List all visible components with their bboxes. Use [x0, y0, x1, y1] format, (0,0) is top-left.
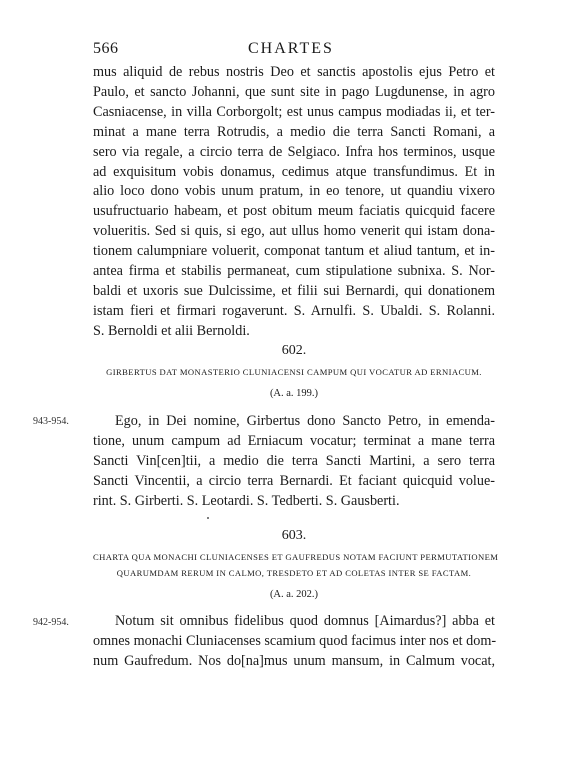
text-line: usufructuario habeam, et post obitum meum faciatis quicquid facere — [93, 203, 495, 220]
text-line: Sancti Vincentii, a circio terra Bernardi. Et faciant quicquid volue- — [93, 472, 495, 489]
charter-year-602: (A. a. 199.) — [269, 388, 319, 399]
text-line: Notum sit omnibus fidelibus quod domnus [Aimardus?] abba et — [115, 613, 495, 629]
charter-text-603 — [93, 612, 495, 672]
text-line: Sancti Vin[cen]tii, a medio die terra Sancti Martini, a sero terra — [93, 452, 495, 469]
text-line: tionem calumpniare voluerit, componat tantum et aliud tantum, et in- — [93, 243, 495, 260]
text-line: omnes monachi Cluniacenses scamium quod facimus inter nos et dom- — [93, 632, 497, 649]
text-line: num Gaufredum. Nos do[na]mus unum mansum, in Calmum vocat, — [93, 652, 495, 669]
charter-number-602: 602. — [281, 343, 307, 358]
text-line: mus aliquid de rebus nostris Deo et sanctis apostolis ejus Petro et — [93, 64, 495, 80]
ink-speck — [207, 517, 209, 519]
margin-date-602: 943-954. — [33, 416, 69, 427]
charter-rubric-603 — [93, 549, 499, 581]
text-line: rint. S. Girberti. S. Leotardi. S. Tedberti. S. Gausberti. — [93, 492, 400, 509]
text-line: antea firma et stabilis permaneat, cum stipulatione subnixa. S. Nor- — [93, 263, 495, 280]
rubric-line: GIRBERTUS DAT MONASTERIO CLUNIACENSI CAMPUM QUI VOCATUR AD ERNIACUM. — [106, 367, 482, 377]
text-line: tione, unum campum ad Erniacum vocatur; terminat a mane terra — [93, 432, 495, 449]
margin-date-603: 942-954. — [33, 617, 69, 628]
charter-rubric-602 — [93, 364, 495, 380]
text-line: minat a mane terra Rotrudis, a medio die terra Sancti Romani, a — [93, 123, 495, 140]
text-line: istam fieri et firmari rogaverunt. S. Arnulfi. S. Ubaldi. S. Rolanni. — [93, 302, 495, 319]
text-line: Casniacense, in villa Corborgolt; est unus campus modiadas ii, et ter- — [93, 103, 495, 120]
text-line: baldi et uxoris sue Dulcissime, et filii sui Bernardi, qui donationem — [93, 282, 495, 299]
running-title: CHARTES — [248, 40, 334, 57]
charter-number-603: 603. — [281, 528, 307, 543]
rubric-line: QUARUMDAM RERUM IN CALMO, TRESDETO ET AD COLETAS INTER SE FACTAM. — [116, 568, 472, 578]
page-number: 566 — [93, 40, 119, 57]
text-line: Paulo, et sancto Johanni, que sunt site in pago Lugdunense, in agro — [93, 83, 495, 100]
text-line: volueritis. Sed si quis, si ego, aut ullus homo venerit qui istam dona- — [93, 223, 495, 240]
charter-year-603: (A. a. 202.) — [269, 589, 319, 600]
charter-text-602 — [93, 412, 495, 512]
text-line: alio loco dono vobis unum pratum, in eo tenore, ut quandiu vixero — [93, 183, 495, 200]
rubric-line: CHARTA QUA MONACHI CLUNIACENSES ET GAUFREDUS NOTAM FACIUNT PERMUTATIONEM — [93, 552, 499, 562]
running-header — [93, 40, 493, 62]
text-line: S. Bernoldi et alii Bernoldi. — [93, 322, 250, 339]
text-line: sero via regale, a circio terra de Selgiaco. Infra hos terminos, usque — [93, 143, 495, 160]
continuation-paragraph — [93, 63, 495, 342]
text-line: ad exquisitum vobis donamus, cedimus atque transfundimus. Et in — [93, 163, 495, 180]
text-line: Ego, in Dei nomine, Girbertus dono Sancto Petro, in emenda- — [115, 413, 495, 429]
